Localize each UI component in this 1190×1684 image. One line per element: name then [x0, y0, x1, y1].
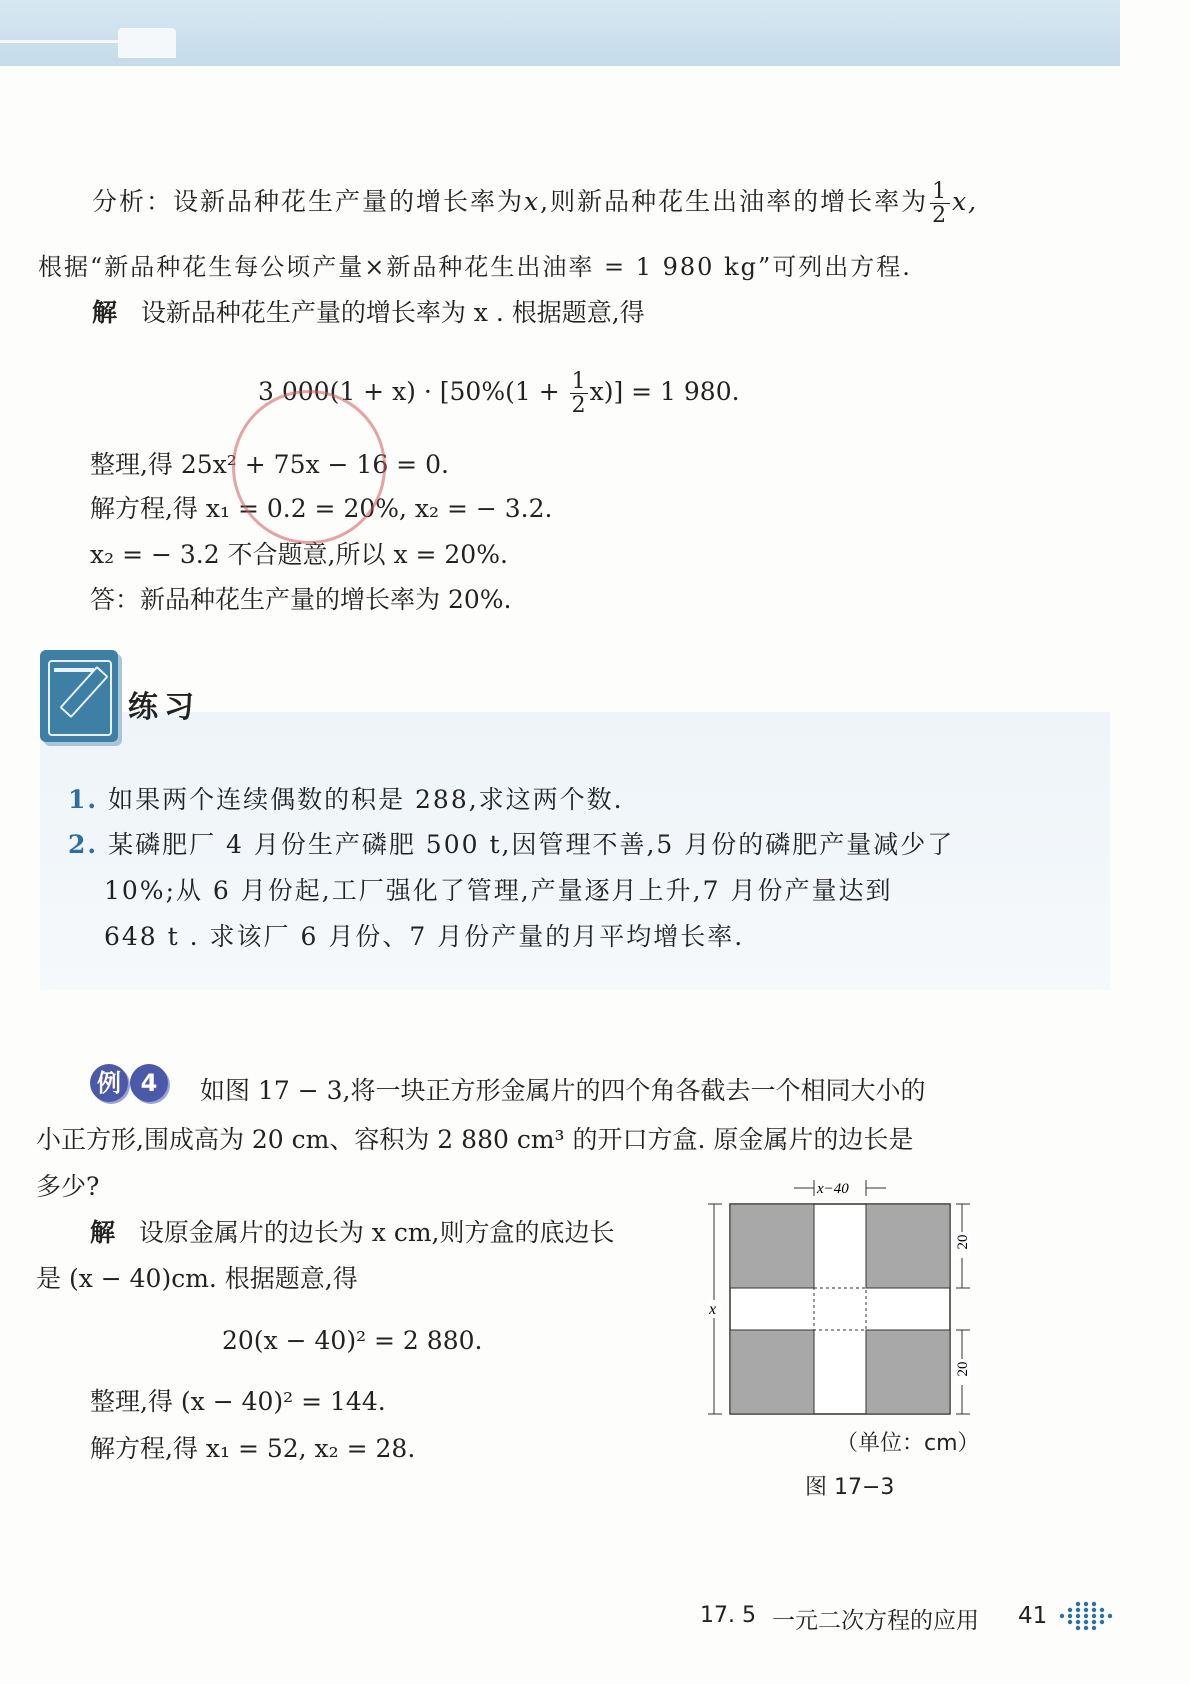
corner-square-bottom-right: [866, 1330, 950, 1414]
example-solution-line-1: [90, 1218, 615, 1248]
solution-answer: 答：新品种花生产量的增长率为 20%.: [90, 585, 512, 614]
solution-step-3: x₂ = − 3.2 不合题意,所以 x = 20%.: [90, 540, 508, 569]
solution-intro: [92, 298, 645, 328]
example-badge: [90, 1064, 168, 1102]
corner-square-top-left: [730, 1204, 814, 1288]
example-badge-label: 例: [90, 1064, 128, 1102]
fraction-denominator: 2: [932, 203, 949, 229]
figure-17-3: [700, 1178, 980, 1426]
analysis-fraction: [930, 180, 950, 227]
analysis-text: 分析：设新品种花生产量的增长率为: [92, 187, 525, 217]
practice-item-2: [68, 830, 954, 860]
solution-intro-text: 设新品种花生产量的增长率为 x . 根据题意,得: [140, 298, 645, 327]
practice-item-text: 如果两个连续偶数的积是 288,求这两个数.: [108, 785, 624, 814]
practice-title: 练习: [128, 690, 200, 725]
practice-item-text: 某磷肥厂 4 月份生产磷肥 500 t,因管理不善,5 月份的磷肥产量减少了: [108, 830, 955, 859]
solution-step-2: 解方程,得 x₁ = 0.2 = 20%, x₂ = − 3.2.: [90, 494, 553, 523]
example-badge-number: 4: [130, 1064, 168, 1102]
example-step-2: 解方程,得 x₁ = 52, x₂ = 28.: [90, 1434, 416, 1463]
example-line-2: 小正方形,围成高为 20 cm、容积为 2 880 cm³ 的开口方盒. 原金属片的边长是: [36, 1125, 914, 1154]
fraction-denominator: 2: [571, 393, 586, 419]
fraction-numerator: 1: [571, 369, 586, 394]
analysis-line-2: 根据“新品种花生每公顷产量×新品种花生出油率 = 1 980 kg”可列出方程.: [38, 253, 912, 281]
figure-unit: （单位：cm）: [836, 1431, 980, 1456]
solution-label: 解: [90, 1218, 116, 1247]
header-band-line: [0, 40, 120, 43]
figure-side-label: x: [709, 1301, 717, 1318]
equation-left: 3 000(1 + x) · [50%(1 +: [258, 377, 568, 407]
practice-item-2-line-3: 648 t . 求该厂 6 月份、7 月份产量的月平均增长率.: [104, 922, 745, 951]
analysis-text-end: x,: [952, 187, 979, 217]
figure-top-label: x−40: [817, 1181, 849, 1197]
equation-fraction: [570, 370, 588, 417]
example-line-1: 如图 17 − 3,将一块正方形金属片的四个角各截去一个相同大小的: [200, 1076, 926, 1105]
footer-section-title: 一元二次方程的应用: [772, 1608, 979, 1634]
practice-item-2-line-2: 10%;从 6 月份起,工厂强化了管理,产量逐月上升,7 月份产量达到: [104, 876, 893, 905]
analysis-line-1: [92, 180, 978, 227]
corner-square-bottom-left: [730, 1330, 814, 1414]
practice-item-number: 1.: [68, 785, 99, 814]
practice-item-1: [68, 785, 624, 815]
example-line-3: 多少?: [36, 1172, 100, 1201]
footer-section-number: 17. 5: [700, 1603, 756, 1628]
practice-item-number: 2.: [68, 830, 99, 859]
fraction-numerator: 1: [932, 179, 949, 204]
solution-step-1: 整理,得 25x² + 75x − 16 = 0.: [90, 450, 449, 479]
pencil-notebook-icon: [40, 650, 118, 742]
figure-caption: 图 17−3: [805, 1475, 895, 1500]
dot-grid-icon: [1058, 1596, 1114, 1636]
header-band-tab: [118, 28, 176, 58]
example-step-1: 整理,得 (x − 40)² = 144.: [90, 1387, 386, 1416]
equation-right: x)] = 1 980.: [589, 377, 740, 407]
figure-corner-label-top: 20: [955, 1234, 971, 1250]
page-number: 41: [1018, 1603, 1048, 1629]
solution-label: 解: [92, 298, 118, 327]
figure-corner-label-bottom: 20: [955, 1361, 971, 1377]
example-equation: 20(x − 40)² = 2 880.: [222, 1326, 483, 1355]
analysis-text-mid: ,则新品种花生出油率的增长率为: [540, 187, 929, 217]
analysis-var: x: [524, 187, 541, 217]
corner-square-top-right: [866, 1204, 950, 1288]
example-solution-line-2: 是 (x − 40)cm. 根据题意,得: [36, 1264, 358, 1293]
solution-text: 设原金属片的边长为 x cm,则方盒的底边长: [138, 1218, 615, 1247]
